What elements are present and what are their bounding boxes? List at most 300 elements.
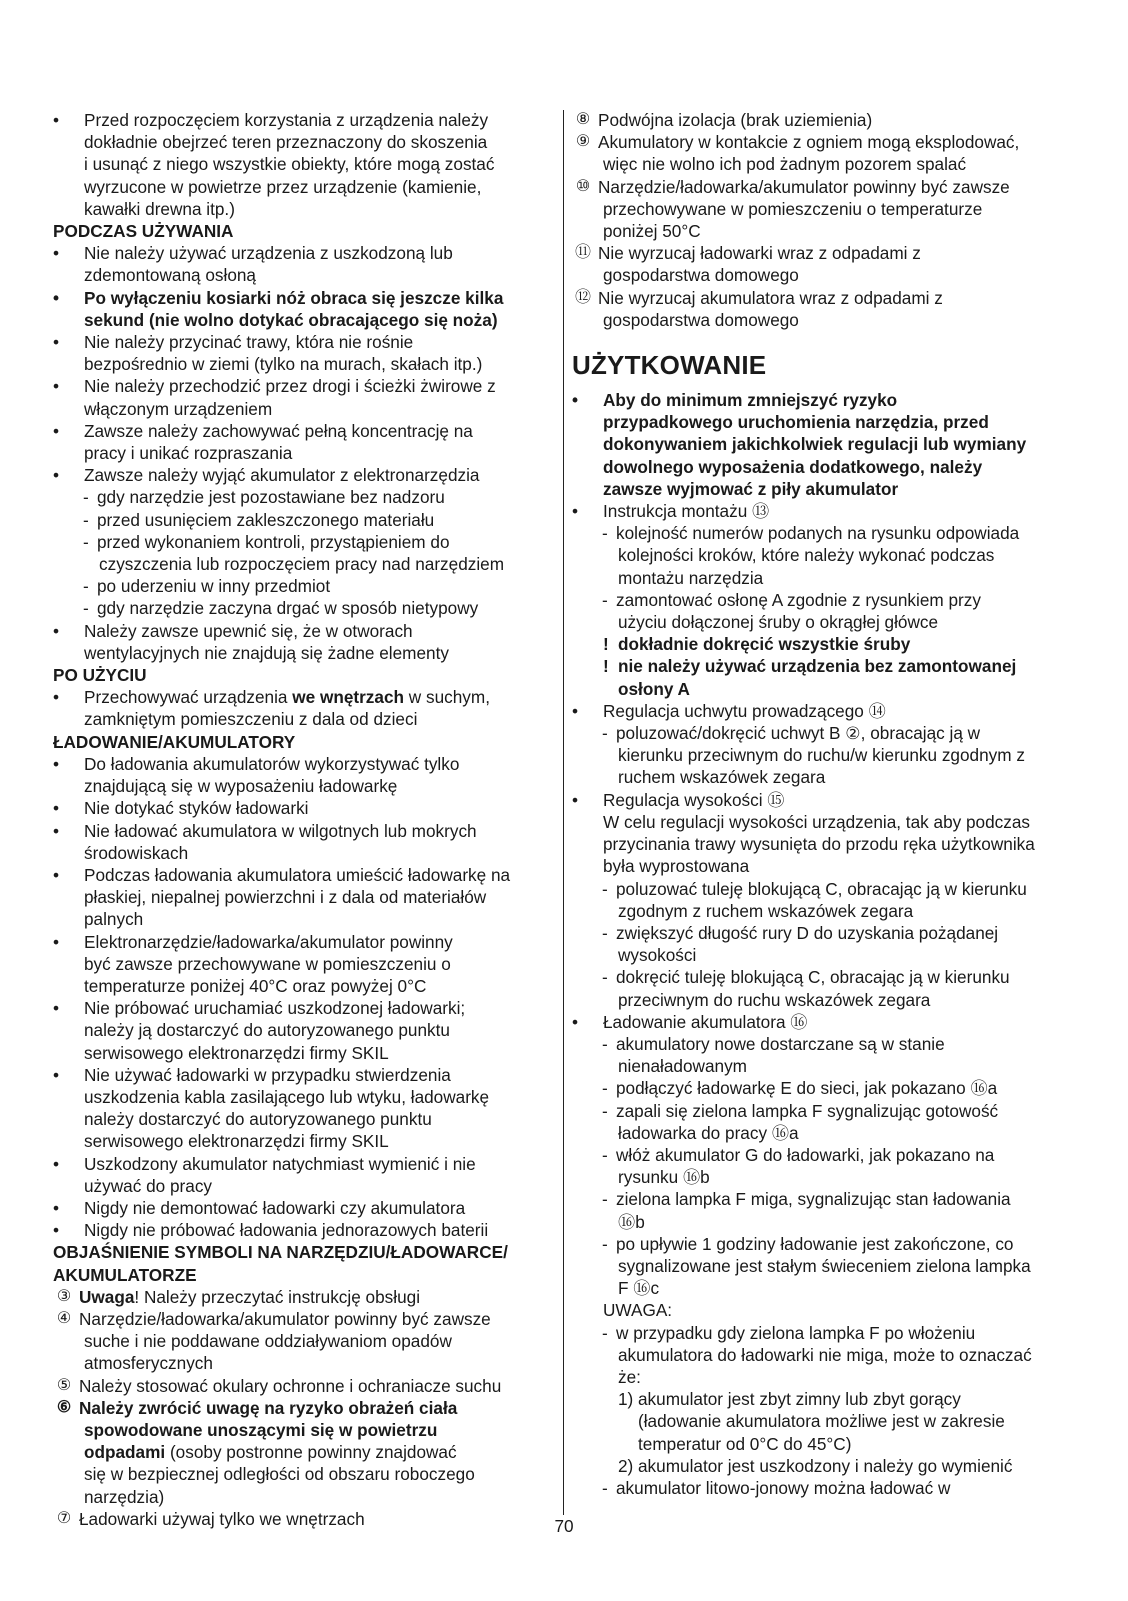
text-line	[572, 966, 1082, 988]
line-text: akumulator litowo-jonowy można ładować w	[616, 1477, 951, 1498]
text-line	[572, 1299, 1082, 1321]
text-line	[572, 176, 1082, 198]
list-marker: -	[602, 878, 608, 899]
text-line	[572, 1077, 1082, 1099]
line-text: (osoby postronne powinny znajdować	[165, 1442, 457, 1463]
line-text: (ładowanie akumulatora możliwe jest w zakresie	[638, 1411, 1005, 1432]
text-line	[572, 198, 1082, 220]
line-text: akumulator jest zbyt zimny lub zbyt gorący	[638, 1389, 961, 1410]
line-text: Elektronarzędzie/ładowarka/akumulator powinny	[84, 931, 453, 952]
text-line	[572, 1100, 1082, 1122]
text-line	[53, 131, 549, 153]
text-line	[53, 153, 549, 175]
list-marker: -	[602, 1233, 608, 1254]
symbol-number: ⑤	[56, 1376, 72, 1394]
text-line	[572, 1433, 1082, 1455]
line-text: ruchem wskazówek zegara	[618, 767, 826, 788]
line-text: narzędzia)	[84, 1486, 165, 1507]
list-marker: •	[53, 465, 60, 486]
line-text: spowodowane unoszącymi się w powietrzu	[84, 1419, 438, 1440]
text-line	[572, 678, 1082, 700]
list-marker: •	[572, 390, 579, 411]
right-column	[572, 109, 1082, 1499]
line-text-bold: we wnętrzach	[292, 687, 405, 708]
column-divider	[563, 110, 564, 1515]
text-line	[572, 700, 1082, 722]
line-text: należy dostarczyć do autoryzowanego punktu	[84, 1109, 432, 1130]
text-line	[572, 833, 1082, 855]
line-text: być zawsze przechowywane w pomieszczeniu o	[84, 953, 451, 974]
page-number: 70	[554, 1516, 574, 1536]
line-text: była wyprostowana	[603, 856, 750, 877]
subheading-line	[53, 664, 549, 686]
list-marker: •	[53, 1220, 60, 1241]
line-text: akumulator jest uszkodzony i należy go wymienić	[638, 1455, 1013, 1476]
text-line	[53, 1330, 549, 1352]
line-text: temperaturze poniżej 40°C oraz powyżej 0°C	[84, 975, 427, 996]
list-marker: -	[602, 1189, 608, 1210]
list-marker: -	[602, 523, 608, 544]
line-text: zielona lampka F miga, sygnalizując stan ładowania	[616, 1189, 1011, 1210]
text-line	[53, 975, 549, 997]
text-line	[53, 509, 549, 531]
text-line	[572, 433, 1082, 455]
text-line	[53, 375, 549, 397]
line-text: W celu regulacji wysokości urządzenia, tak aby podczas	[603, 811, 1031, 832]
line-text: Przed rozpoczęciem korzystania z urządzenia należy	[84, 110, 489, 130]
text-line	[53, 1441, 549, 1463]
line-text: sekund (nie wolno dotykać obracającego się noża)	[84, 309, 498, 330]
line-text: wysokości	[618, 945, 697, 966]
line-text: poniżej 50°C	[603, 221, 701, 242]
text-line	[572, 589, 1082, 611]
line-text: dowolnego wyposażenia dodatkowego, należy	[603, 456, 983, 477]
line-text: przechowywane w pomieszczeniu o temperaturze	[603, 198, 983, 219]
list-marker: -	[83, 487, 89, 508]
line-text: Nie wyrzucaj akumulatora wraz z odpadami z	[598, 287, 943, 308]
text-line	[53, 708, 549, 730]
text-line	[572, 722, 1082, 744]
text-line	[572, 1477, 1082, 1499]
line-text: podłączyć ładowarkę E do sieci, jak pokazano ⑯a	[616, 1078, 998, 1099]
line-text-bold: odpadami	[84, 1442, 166, 1463]
text-line	[53, 1064, 549, 1086]
line-text: poluzować/dokręcić uchwyt B ②, obracając ją w	[616, 723, 981, 744]
line-text: serwisowego elektronarzędzi firmy SKIL	[84, 1131, 389, 1152]
line-text: Uszkodzony akumulator natychmiast wymienić i nie	[84, 1153, 476, 1174]
text-line	[572, 1322, 1082, 1344]
line-text: akumulatory nowe dostarczane są w stanie	[616, 1033, 945, 1054]
subheading-line	[53, 1241, 549, 1263]
text-line	[53, 242, 549, 264]
text-line	[572, 811, 1082, 833]
list-marker: •	[53, 798, 60, 819]
list-marker: •	[53, 332, 60, 353]
line-text: montażu narzędzia	[618, 567, 764, 588]
line-text: zdemontowaną osłoną	[84, 265, 256, 286]
text-line	[572, 1144, 1082, 1166]
text-line	[53, 1153, 549, 1175]
text-line	[53, 575, 549, 597]
line-text: przycinania trawy wysunięta do przodu ręka użytkownika	[603, 834, 1035, 855]
list-marker: •	[53, 376, 60, 397]
line-text: dokładnie obejrzeć teren przeznaczony do skoszenia	[84, 132, 488, 153]
text-line	[572, 1255, 1082, 1277]
line-text: Instrukcja montażu ⑬	[603, 501, 770, 522]
text-line	[53, 753, 549, 775]
text-line	[572, 220, 1082, 242]
line-text: palnych	[84, 909, 144, 930]
line-text: Aby do minimum zmniejszyć ryzyko	[603, 390, 898, 411]
symbol-number: ⑥	[56, 1398, 72, 1416]
line-text: Należy stosować okulary ochronne i ochraniacze suchu	[79, 1375, 502, 1396]
text-line	[572, 655, 1082, 677]
line-text: należy ją dostarczyć do autoryzowanego punktu	[84, 1020, 450, 1041]
line-text: Nie próbować uruchamiać uszkodzonej ładowarki;	[84, 998, 466, 1019]
list-marker: -	[602, 723, 608, 744]
line-text: więc nie wolno ich pod żadnym pozorem spalać	[603, 154, 967, 175]
symbols-list-continued	[572, 109, 1082, 331]
text-line	[572, 109, 1082, 131]
text-line	[53, 331, 549, 353]
text-line	[53, 1175, 549, 1197]
list-marker: -	[83, 576, 89, 597]
line-text: dokładnie dokręcić wszystkie śruby	[618, 634, 911, 655]
line-text: uszkodzenia kabla zasilającego lub wtyku, ładowarkę	[84, 1086, 490, 1107]
text-line	[53, 1197, 549, 1219]
text-line	[53, 420, 549, 442]
text-line	[53, 953, 549, 975]
line-text: rysunku ⑯b	[618, 1167, 710, 1188]
line-text: nienaładowanym	[618, 1056, 747, 1077]
line-text: Po wyłączeniu kosiarki nóż obraca się jeszcze kilka	[84, 287, 504, 308]
list-marker: •	[53, 243, 60, 264]
text-line	[572, 789, 1082, 811]
text-line	[572, 878, 1082, 900]
line-text: ! Należy przeczytać instrukcję obsługi	[134, 1286, 421, 1307]
line-text: Nie należy przechodzić przez drogi i ścieżki żwirowe z	[84, 376, 496, 397]
list-marker: •	[53, 1064, 60, 1085]
line-text: płaskiej, niepalnej powierzchni i z dala od materiałów	[84, 887, 487, 908]
line-text: w przypadku gdy zielona lampka F po włożeniu	[616, 1322, 976, 1343]
symbol-number: ⑫	[574, 288, 591, 306]
text-line	[572, 242, 1082, 264]
symbol-number: ⑧	[575, 111, 591, 128]
subheading-line	[53, 220, 549, 242]
subheading-line	[53, 731, 549, 753]
text-line	[572, 500, 1082, 522]
line-text: używać do pracy	[84, 1175, 213, 1196]
line-text: po upływie 1 godziny ładowanie jest zakończone, co	[616, 1233, 1014, 1254]
line-text: że:	[618, 1366, 641, 1387]
line-text: Akumulatory w kontakcie z ogniem mogą eksplodować,	[598, 132, 1020, 153]
line-text: Należy zawsze upewnić się, że w otworach	[84, 620, 413, 641]
line-text: użyciu dołączonej śruby o okrągłej główce	[618, 612, 939, 633]
list-marker: 2)	[618, 1455, 634, 1476]
list-marker: •	[53, 998, 60, 1019]
text-line	[572, 287, 1082, 309]
list-marker: -	[83, 598, 89, 619]
text-line	[53, 1486, 549, 1508]
line-text: PO UŻYCIU	[53, 665, 147, 686]
line-text: Do ładowania akumulatorów wykorzystywać tylko	[84, 753, 460, 774]
text-line	[572, 264, 1082, 286]
text-line	[572, 567, 1082, 589]
line-text: wyrzucone w powietrze przez urządzenie (kamienie,	[84, 176, 482, 197]
line-text: Nie używać ładowarki w przypadku stwierdzenia	[84, 1064, 451, 1085]
line-text: po uderzeniu w inny przedmiot	[97, 576, 331, 597]
list-marker: -	[602, 922, 608, 943]
list-marker: •	[53, 420, 60, 441]
line-text: przypadkowego uruchomienia narzędzia, przed	[603, 412, 989, 433]
text-line	[572, 1277, 1082, 1299]
text-line	[53, 464, 549, 486]
text-line	[572, 1344, 1082, 1366]
text-line	[53, 264, 549, 286]
text-line	[53, 1352, 549, 1374]
text-line	[53, 531, 549, 553]
list-marker: -	[602, 1322, 608, 1343]
text-line	[53, 353, 549, 375]
line-text: Podczas ładowania akumulatora umieścić ładowarkę na	[84, 864, 511, 885]
symbol-number: ④	[56, 1309, 72, 1327]
text-line	[572, 633, 1082, 655]
line-text: atmosferycznych	[84, 1353, 213, 1374]
text-line	[572, 1233, 1082, 1255]
symbol-number: ⑦	[56, 1509, 72, 1527]
line-text: kawałki drewna itp.)	[84, 198, 235, 219]
line-text: sygnalizowane jest stałym świeceniem zielona lampka	[618, 1255, 1031, 1276]
list-marker: •	[53, 931, 60, 952]
text-line	[572, 855, 1082, 877]
usage-section-body	[572, 389, 1082, 1499]
line-text: ŁADOWANIE/AKUMULATORY	[53, 731, 296, 752]
line-text: w suchym,	[404, 687, 490, 708]
line-text: Nigdy nie demontować ładowarki czy akumulatora	[84, 1197, 466, 1218]
line-text: Nie dotykać styków ładowarki	[84, 798, 309, 819]
symbol-number: ⑪	[574, 244, 591, 262]
line-text: gospodarstwa domowego	[603, 265, 799, 286]
line-text: Zawsze należy wyjąć akumulator z elektronarzędzia	[84, 465, 480, 486]
line-text: dokręcić tuleję blokującą C, obracając ją w kierunku	[616, 967, 1010, 988]
text-line	[53, 1219, 549, 1241]
line-text: zwiększyć długość rury D do uzyskania pożądanej	[616, 922, 999, 943]
line-text: PODCZAS UŻYWANIA	[53, 221, 234, 242]
text-line	[572, 411, 1082, 433]
line-text: Nie wyrzucaj ładowarki wraz z odpadami z	[598, 243, 921, 264]
line-text: zamontować osłonę A zgodnie z rysunkiem przy	[616, 589, 981, 610]
list-marker: -	[602, 1078, 608, 1099]
line-text: nie należy używać urządzenia bez zamontowanej	[618, 656, 1017, 677]
text-line	[53, 642, 549, 664]
text-line	[53, 398, 549, 420]
line-text: Nigdy nie próbować ładowania jednorazowych baterii	[84, 1220, 489, 1241]
line-text: wentylacyjnych nie znajdują się żadne elementy	[84, 642, 449, 663]
line-text: Ładowanie akumulatora ⑯	[603, 1011, 808, 1032]
text-line	[572, 522, 1082, 544]
text-line	[53, 1463, 549, 1485]
symbol-number: ⑨	[575, 133, 591, 151]
list-marker: •	[53, 820, 60, 841]
list-marker: -	[83, 531, 89, 552]
line-text: zamkniętym pomieszczeniu z dala od dzieci	[84, 709, 418, 730]
line-text: Przechowywać urządzenia	[84, 687, 293, 708]
line-text: Regulacja wysokości ⑮	[603, 789, 785, 810]
text-line	[53, 931, 549, 953]
line-text: Ładowarki używaj tylko we wnętrzach	[79, 1508, 365, 1529]
text-line	[53, 1397, 549, 1419]
text-line	[572, 766, 1082, 788]
text-line	[572, 611, 1082, 633]
line-text: bezpośrednio w ziemi (tylko na murach, skałach itp.)	[84, 354, 483, 375]
line-text: zgodnym z ruchem wskazówek zegara	[618, 900, 914, 921]
list-marker: •	[53, 753, 60, 774]
line-text: suche i nie poddawane oddziaływaniom opadów	[84, 1331, 452, 1352]
text-line	[53, 176, 549, 198]
text-line	[572, 989, 1082, 1011]
list-marker: -	[602, 967, 608, 988]
text-line	[572, 1055, 1082, 1077]
text-line	[53, 1130, 549, 1152]
line-text: dokonywaniem jakichkolwiek regulacji lub wymiany	[603, 434, 1027, 455]
text-line	[572, 944, 1082, 966]
text-line	[53, 1419, 549, 1441]
list-marker: •	[572, 700, 579, 721]
line-text: ładowarka do pracy ⑯a	[618, 1122, 799, 1143]
text-line	[53, 620, 549, 642]
line-text: kierunku przeciwnym do ruchu/w kierunku zgodnym z	[618, 745, 1025, 766]
text-line	[572, 1455, 1082, 1477]
text-line	[572, 478, 1082, 500]
line-text: przed usunięciem zakleszczonego materiału	[97, 509, 435, 530]
line-text: kolejność numerów podanych na rysunku odpowiada	[616, 523, 1020, 544]
symbol-number: ⑩	[575, 177, 591, 195]
line-text: środowiskach	[84, 842, 189, 863]
line-text: temperatur od 0°C do 45°C)	[638, 1433, 852, 1454]
text-line	[53, 1019, 549, 1041]
line-text: gospodarstwa domowego	[603, 309, 799, 330]
line-text: Podwójna izolacja (brak uziemienia)	[598, 110, 873, 130]
list-marker: •	[53, 287, 60, 308]
line-text: przed wykonaniem kontroli, przystąpieniem do	[97, 531, 450, 552]
line-text: znajdującą się w wyposażeniu ładowarkę	[84, 776, 398, 797]
line-text: przeciwnym do ruchu wskazówek zegara	[618, 989, 931, 1010]
text-line	[53, 997, 549, 1019]
line-text: pracy i unikać rozpraszania	[84, 443, 293, 464]
text-line	[572, 1388, 1082, 1410]
section-heading: UŻYTKOWANIE	[572, 350, 767, 381]
text-line	[53, 309, 549, 331]
line-text: włóż akumulator G do ładowarki, jak pokazano na	[616, 1144, 995, 1165]
text-line	[572, 131, 1082, 153]
list-marker: •	[53, 1153, 60, 1174]
line-text: UWAGA:	[603, 1300, 673, 1321]
text-line	[572, 1011, 1082, 1033]
text-line	[53, 886, 549, 908]
text-line	[53, 1042, 549, 1064]
line-text: zawsze wyjmować z piły akumulator	[603, 478, 899, 499]
list-marker: -	[602, 1477, 608, 1498]
text-line	[572, 1033, 1082, 1055]
text-line	[572, 1188, 1082, 1210]
line-text: Regulacja uchwytu prowadzącego ⑭	[603, 700, 886, 721]
line-text: ⑯b	[618, 1211, 645, 1232]
line-text: gdy narzędzie zaczyna drgać w sposób nietypowy	[97, 598, 479, 619]
list-marker: •	[572, 501, 579, 522]
list-marker: -	[602, 1100, 608, 1121]
list-marker: •	[53, 1197, 60, 1218]
text-line	[572, 456, 1082, 478]
line-text: F ⑯c	[618, 1278, 660, 1299]
text-line	[53, 198, 549, 220]
text-line	[53, 908, 549, 930]
line-text: osłony A	[618, 678, 690, 699]
list-marker: •	[53, 864, 60, 885]
text-line	[53, 820, 549, 842]
line-text: się w bezpiecznej odległości od obszaru roboczego	[84, 1464, 475, 1485]
list-marker: -	[83, 509, 89, 530]
text-line	[572, 309, 1082, 331]
line-text: Narzędzie/ładowarka/akumulator powinny być zawsze	[598, 176, 1010, 197]
text-line	[53, 775, 549, 797]
line-text: czyszczenia lub rozpoczęciem pracy nad narzędziem	[99, 554, 505, 575]
text-line	[53, 686, 549, 708]
list-marker: •	[53, 110, 60, 130]
line-text: gdy narzędzie jest pozostawiane bez nadzoru	[97, 487, 445, 508]
text-line	[53, 1086, 549, 1108]
line-text: AKUMULATORZE	[53, 1264, 197, 1285]
text-line	[53, 842, 549, 864]
text-line	[53, 486, 549, 508]
line-text: włączonym urządzeniem	[84, 398, 273, 419]
text-line	[572, 1122, 1082, 1144]
list-marker: 1)	[618, 1389, 634, 1410]
text-line	[53, 1375, 549, 1397]
text-line	[53, 797, 549, 819]
symbol-number: ③	[56, 1287, 72, 1305]
line-text: Zawsze należy zachowywać pełną koncentrację na	[84, 420, 473, 441]
line-text: poluzować tuleję blokującą C, obracając ją w kierunku	[616, 878, 1027, 899]
text-line	[572, 1366, 1082, 1388]
text-line	[53, 1308, 549, 1330]
text-line	[572, 900, 1082, 922]
text-line	[53, 597, 549, 619]
line-text: Narzędzie/ładowarka/akumulator powinny być zawsze	[79, 1308, 491, 1329]
list-marker: -	[602, 1144, 608, 1165]
list-marker: •	[572, 1011, 579, 1032]
list-marker: •	[53, 620, 60, 641]
line-text: Nie ładować akumulatora w wilgotnych lub mokrych	[84, 820, 477, 841]
subheading-line	[53, 1264, 549, 1286]
text-line	[572, 544, 1082, 566]
list-marker: -	[602, 589, 608, 610]
text-line	[53, 864, 549, 886]
line-text-bold: Uwaga	[79, 1286, 135, 1307]
text-line	[53, 1286, 549, 1308]
list-marker: !	[603, 656, 609, 677]
line-text: i usunąć z niego wszystkie obiekty, które mogą zostać	[84, 154, 495, 175]
list-marker: •	[572, 789, 579, 810]
list-marker: -	[602, 1033, 608, 1054]
list-marker: !	[603, 634, 609, 655]
line-text: akumulatora do ładowarki nie miga, może to oznaczać	[618, 1344, 1032, 1365]
text-line	[572, 389, 1082, 411]
text-line	[53, 442, 549, 464]
line-text: Nie należy przycinać trawy, która nie rośnie	[84, 332, 414, 353]
text-line	[53, 1108, 549, 1130]
text-line	[53, 287, 549, 309]
text-line	[572, 1410, 1082, 1432]
